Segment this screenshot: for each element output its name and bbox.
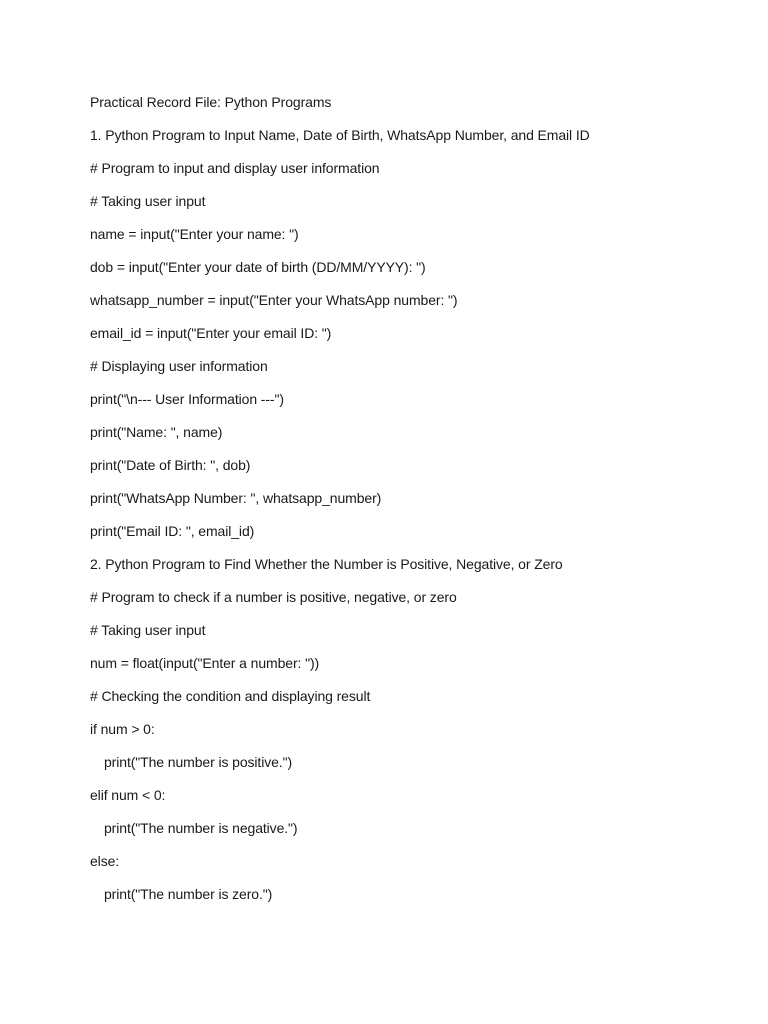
- text-line: print("WhatsApp Number: ", whatsapp_number): [90, 490, 382, 506]
- text-line: 1. Python Program to Input Name, Date of Birth, WhatsApp Number, and Email ID: [90, 127, 590, 143]
- text-line: # Taking user input: [90, 193, 206, 209]
- text-line: # Checking the condition and displaying result: [90, 688, 371, 704]
- text-line: print("The number is positive."): [104, 754, 293, 770]
- text-line: num = float(input("Enter a number: ")): [90, 655, 320, 671]
- document-body: [90, 92, 740, 917]
- text-line: # Program to input and display user information: [90, 160, 380, 176]
- text-line: print("\n--- User Information ---"): [90, 391, 284, 407]
- text-line: if num > 0:: [90, 721, 155, 737]
- text-line: # Displaying user information: [90, 358, 268, 374]
- text-line: print("Date of Birth: ", dob): [90, 457, 251, 473]
- text-line: print("Name: ", name): [90, 424, 223, 440]
- text-line: dob = input("Enter your date of birth (DD/MM/YYYY): "): [90, 259, 426, 275]
- text-line: print("The number is negative."): [104, 820, 298, 836]
- document-title: Practical Record File: Python Programs: [90, 94, 332, 110]
- text-line: # Program to check if a number is positive, negative, or zero: [90, 589, 457, 605]
- text-line: 2. Python Program to Find Whether the Number is Positive, Negative, or Zero: [90, 556, 563, 572]
- text-line: print("Email ID: ", email_id): [90, 523, 255, 539]
- text-line: else:: [90, 853, 120, 869]
- text-line: email_id = input("Enter your email ID: "): [90, 325, 332, 341]
- text-line: # Taking user input: [90, 622, 206, 638]
- text-line: print("The number is zero."): [104, 886, 273, 902]
- text-line: whatsapp_number = input("Enter your WhatsApp number: "): [90, 292, 458, 308]
- text-line: name = input("Enter your name: "): [90, 226, 299, 242]
- text-line: elif num < 0:: [90, 787, 166, 803]
